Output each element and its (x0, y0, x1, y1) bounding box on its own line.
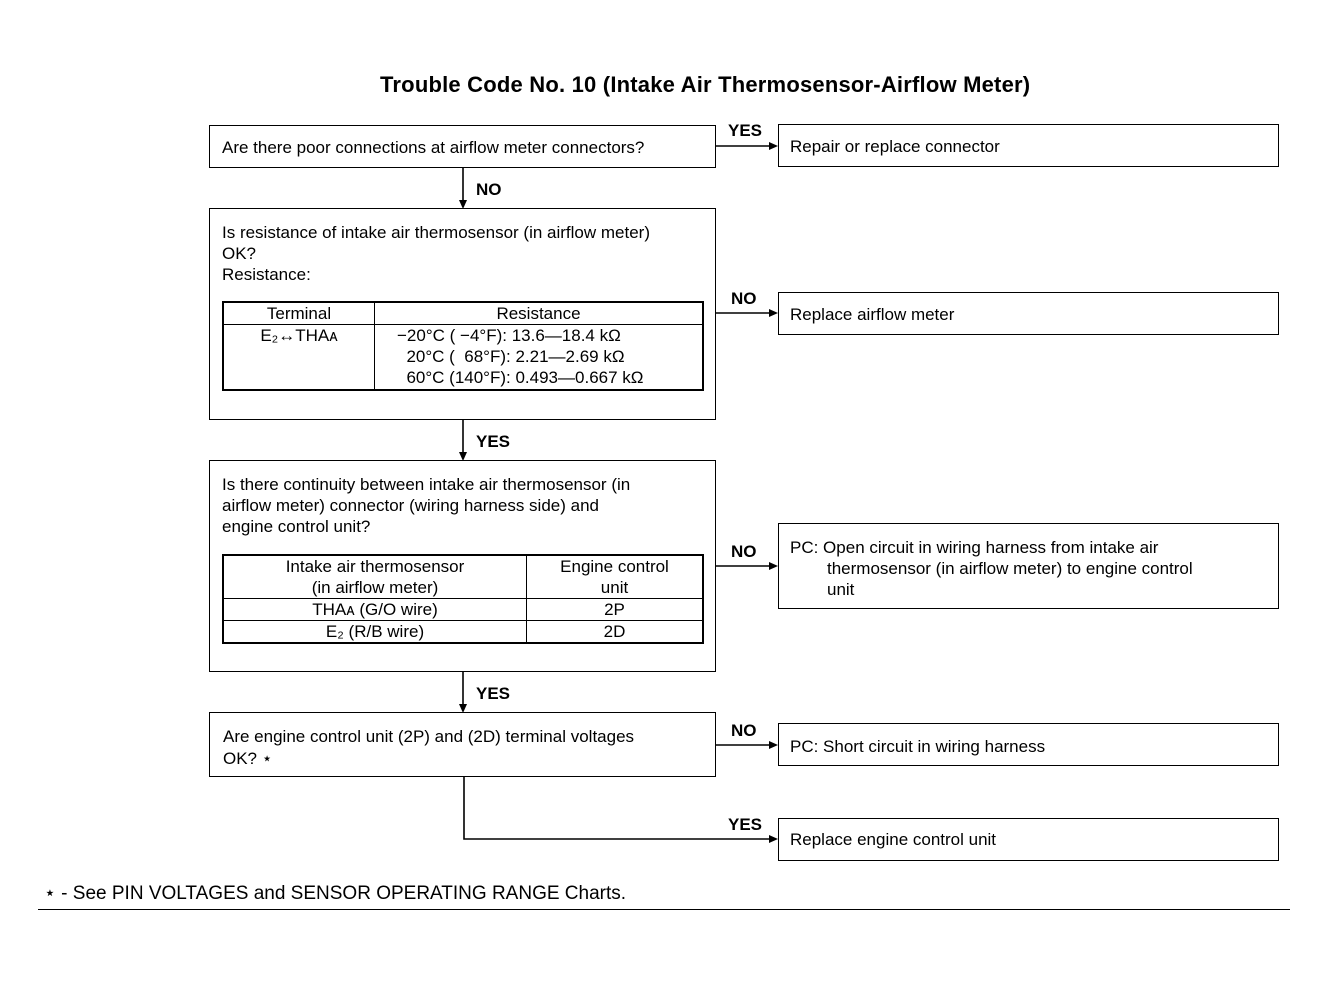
page-title: Trouble Code No. 10 (Intake Air Thermosensor-Airflow Meter) (380, 72, 1031, 97)
header-line: Intake air thermosensor (285, 557, 465, 576)
no-label: NO (476, 180, 502, 199)
result-text-line: unit (827, 580, 855, 599)
table-cell: 2D (527, 621, 704, 644)
table-cell: E₂ (R/B wire) (223, 621, 527, 644)
question-box-continuity (209, 460, 716, 672)
header-line: Engine control (560, 557, 669, 576)
result-text: PC: Short circuit in wiring harness (790, 737, 1046, 756)
no-label: NO (731, 289, 757, 308)
question-text-line: OK? ⋆ (223, 749, 273, 768)
question-box-resistance (209, 208, 716, 420)
result-box-short-circuit (778, 723, 1279, 766)
table-row (223, 621, 703, 644)
table-header: Resistance (375, 302, 704, 325)
resistance-table (222, 301, 704, 391)
result-box-replace-airflow-meter (778, 292, 1279, 335)
result-text: Replace engine control unit (790, 830, 997, 849)
result-box-open-circuit (778, 523, 1279, 609)
terminal-cell: E₂↔THAᴀ (223, 325, 375, 391)
table-cell: 2P (527, 599, 704, 621)
question-text-line: Is there continuity between intake air thermosensor (in (222, 475, 631, 494)
yes-label: YES (728, 121, 763, 140)
table-row (223, 599, 703, 621)
question-text-line: Is resistance of intake air thermosensor (in airflow meter) (222, 223, 650, 242)
question-text: Are there poor connections at airflow meter connectors? (222, 138, 645, 157)
no-label: NO (731, 721, 757, 740)
no-label: NO (731, 542, 757, 561)
yes-label: YES (728, 815, 763, 834)
resistance-value: 60°C (140°F): 0.493—0.667 kΩ (397, 368, 644, 387)
resistance-value: 20°C ( 68°F): 2.21—2.69 kΩ (397, 347, 625, 366)
question-text-line: OK? (222, 244, 257, 263)
question-text-line: engine control unit? (222, 517, 371, 536)
footnote: ⋆ - See PIN VOLTAGES and SENSOR OPERATING RANGE Charts. (44, 883, 627, 904)
table-header (223, 555, 527, 599)
result-text-line: thermosensor (in airflow meter) to engine control (827, 559, 1193, 578)
yes-label: YES (476, 432, 511, 451)
question-box-connections (209, 125, 716, 168)
resistance-values-cell (375, 325, 704, 391)
result-box-replace-ecu (778, 818, 1279, 861)
divider (38, 909, 1290, 910)
table-cell: THAᴀ (G/O wire) (223, 599, 527, 621)
result-box-repair-connector (778, 124, 1279, 167)
yes-label: YES (476, 684, 511, 703)
result-text: Replace airflow meter (790, 305, 955, 324)
table-header (527, 555, 704, 599)
question-text-line: airflow meter) connector (wiring harness side) and (222, 496, 599, 515)
continuity-table (222, 554, 704, 644)
question-text-line: Resistance: (222, 265, 311, 284)
resistance-value: −20°C ( −4°F): 13.6—18.4 kΩ (397, 326, 621, 345)
header-line: unit (600, 578, 629, 597)
result-text: Repair or replace connector (790, 137, 1000, 156)
question-box-terminal-voltages (209, 712, 716, 777)
header-line: (in airflow meter) (311, 578, 439, 597)
table-header: Terminal (223, 302, 375, 325)
result-text-line: PC: Open circuit in wiring harness from intake air (790, 538, 1159, 557)
question-text-line: Are engine control unit (2P) and (2D) terminal voltages (223, 727, 635, 746)
